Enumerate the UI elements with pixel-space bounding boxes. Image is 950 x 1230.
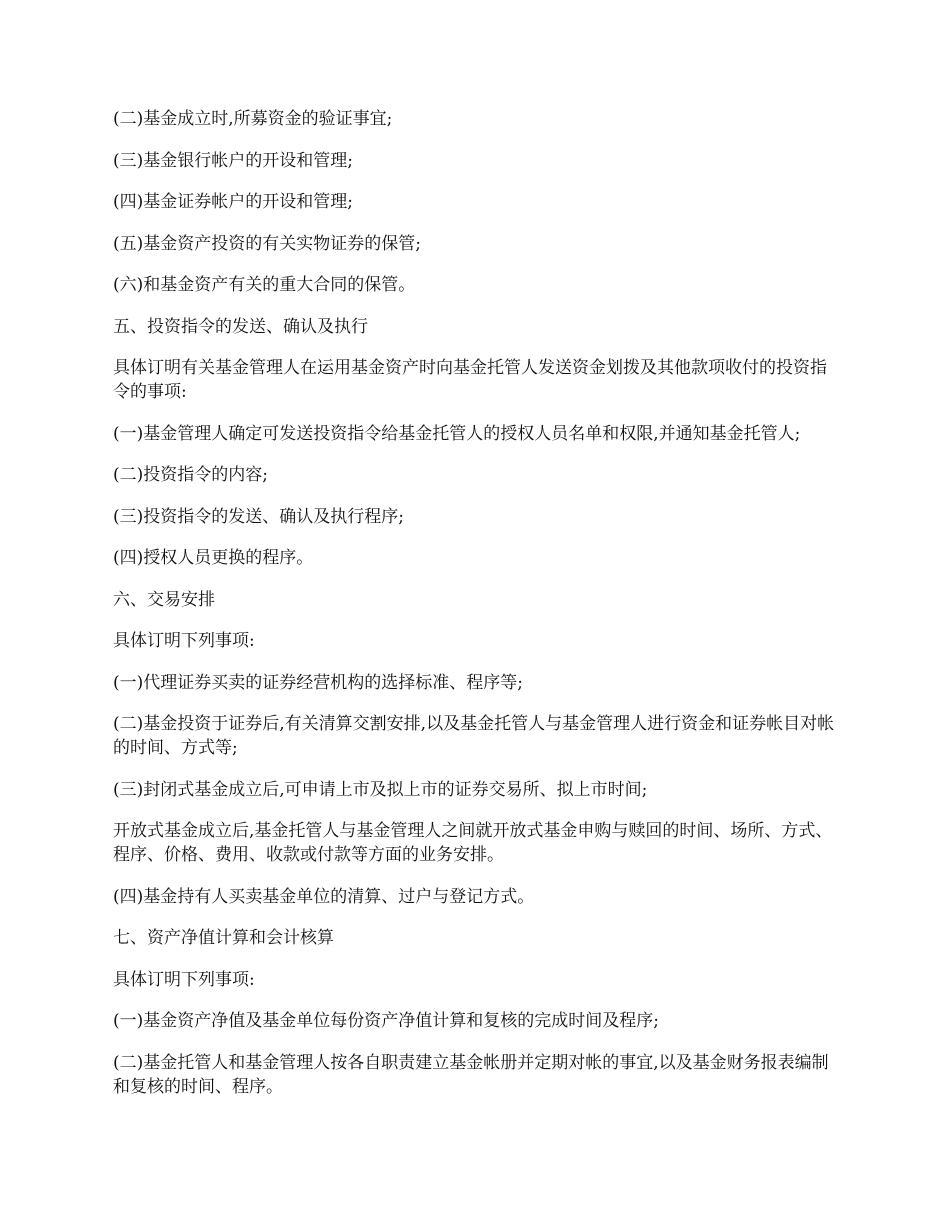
clause-physical-securities: (五)基金资产投资的有关实物证券的保管; xyxy=(113,233,421,254)
clause-bank-account: (三)基金银行帐户的开设和管理; xyxy=(113,150,353,171)
section-intro-accounting: 具体订明下列事项: xyxy=(113,969,255,990)
section-heading-accounting: 七、资产净值计算和会计核算 xyxy=(113,928,334,948)
clause-closed-end-listing: (三)封闭式基金成立后,可申请上市及拟上市的证券交易所、拟上市时间; xyxy=(113,779,648,800)
clause-securities-account: (四)基金证券帐户的开设和管理; xyxy=(113,192,353,212)
clause-verification: (二)基金成立时,所募资金的验证事宜; xyxy=(113,109,393,129)
section-heading-trading: 六、交易安排 xyxy=(113,589,215,610)
clause-bookkeeping: (二)基金托管人和基金管理人按各自职责建立基金帐册并定期对帐的事宜,以及基金财务报表编制和复核的时间、程序。 xyxy=(113,1052,829,1097)
clause-broker-selection: (一)代理证券买卖的证券经营机构的选择标准、程序等; xyxy=(113,672,523,693)
clause-authorized-personnel: (一)基金管理人确定可发送投资指令给基金托管人的授权人员名单和权限,并通知基金托管人; xyxy=(113,423,801,444)
section-intro-instructions: 具体订明有关基金管理人在运用基金资产时向基金托管人发送资金划拨及其他款项收付的投资指令的事项: xyxy=(113,358,827,402)
clause-instruction-procedure: (三)投资指令的发送、确认及执行程序; xyxy=(113,506,404,527)
clause-open-end-arrangement: 开放式基金成立后,基金托管人与基金管理人之间就开放式基金申购与赎回的时间、场所、方式、程序、价格、费用、收款或付款等方面的业务安排。 xyxy=(113,821,833,865)
clause-personnel-change: (四)授权人员更换的程序。 xyxy=(113,548,314,568)
document-page xyxy=(113,107,843,1116)
clause-major-contracts: (六)和基金资产有关的重大合同的保管。 xyxy=(113,275,416,295)
section-heading-instructions: 五、投资指令的发送、确认及执行 xyxy=(113,316,368,337)
section-intro-trading: 具体订明下列事项: xyxy=(113,631,255,651)
clause-holder-clearing: (四)基金持有人买卖基金单位的清算、过户与登记方式。 xyxy=(113,886,535,907)
clause-instruction-content: (二)投资指令的内容; xyxy=(113,465,268,485)
clause-settlement: (二)基金投资于证券后,有关清算交割安排,以及基金托管人与基金管理人进行资金和证券帐目对帐的时间、方式等; xyxy=(113,714,835,758)
clause-nav-calculation: (一)基金资产净值及基金单位每份资产净值计算和复核的完成时间及程序; xyxy=(113,1011,659,1031)
